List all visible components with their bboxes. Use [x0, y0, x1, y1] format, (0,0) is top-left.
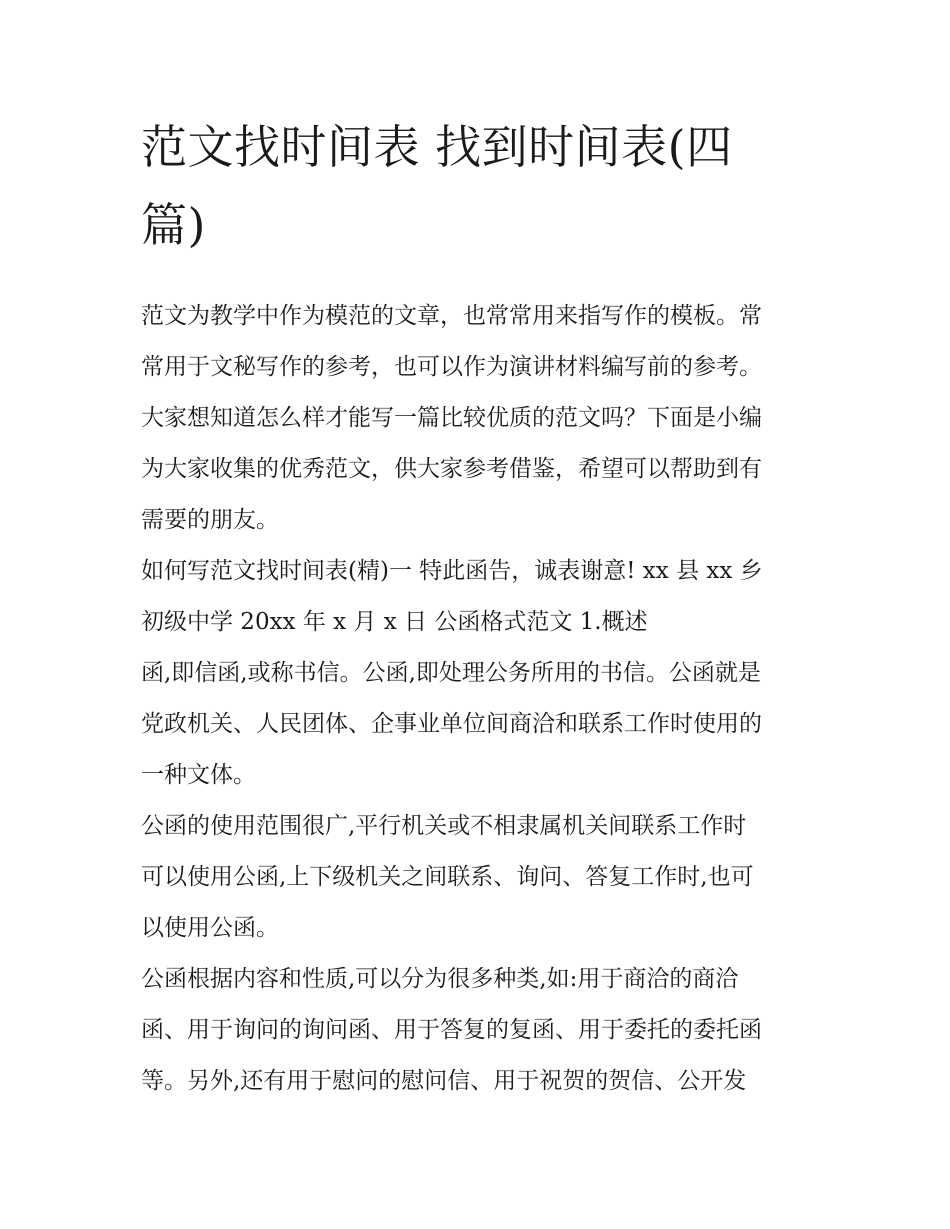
paragraph-gonghan-scope: 公函的使用范围很广,平行机关或不相隶属机关间联系工作时 可以使用公函,上下级机关之间联系、询问、答复工作时,也可 以使用公函。 — [141, 813, 754, 941]
paragraph-gonghan-types: 公函根据内容和性质,可以分为很多种类,如:用于商洽的商洽 函、用于询问的询问函、用于答复的复函、用于委托的委托函 等。另外,还有用于慰问的慰问信、用于祝贺的贺信、公开发 — [141, 966, 762, 1094]
document-title: 范文找时间表 找到时间表(四 篇) — [141, 120, 733, 252]
document-body — [141, 108, 813, 1107]
paragraph-gonghan-definition: 如何写范文找时间表(精)一 特此函告，诚表谢意! xx 县 xx 乡 初级中学 20xx 年 x 月 x 日 公函格式范文 1.概述 函,即信函,或称书信。公函,即处理公务所用的书信。公函就是 党政机关、人民团体、企事业单位间商洽和联系工作时使用的 一种文体。 — [141, 558, 763, 788]
paragraph-intro: 范文为教学中作为模范的文章，也常常用来指写作的模板。常 常用于文秘写作的参考，也可以作为演讲材料编写前的参考。 大家想知道怎么样才能写一篇比较优质的范文吗？下面是小编 为大家收集的优秀范文，供大家参考借鉴，希望可以帮助到有 需要的朋友。 — [141, 303, 762, 533]
